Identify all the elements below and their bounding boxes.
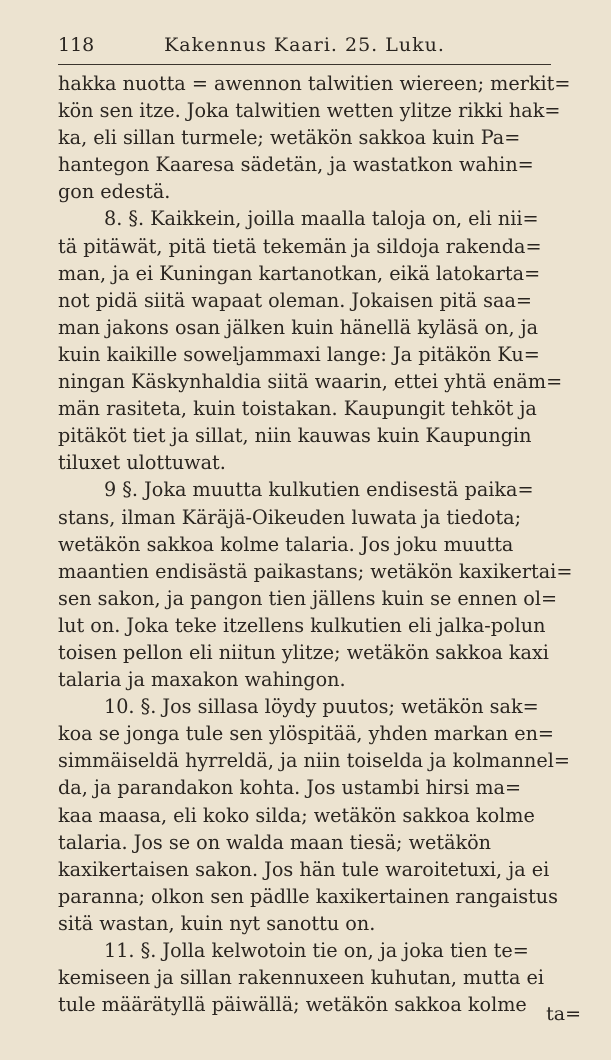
text-line: sitä wastan, kuin nyt sanottu on.	[58, 911, 376, 935]
text-line: paranna; olkon sen pädlle kaxikertainen rangaistus	[58, 884, 558, 908]
text-line: män rasiteta, kuin toistakan. Kaupungit tehköt ja	[58, 397, 537, 421]
text-line: not pidä siitä wapaat oleman. Jokaisen pitä saa=	[58, 288, 532, 312]
text-line: simmäiseldä hyrreldä, ja niin toiselda ja kolmannel=	[58, 749, 570, 773]
text-line: da, ja parandakon kohta. Jos ustambi hirsi ma=	[58, 776, 522, 800]
text-line: tä pitäwät, pitä tietä tekemän ja sildoja rakenda=	[58, 234, 542, 258]
page-header	[58, 34, 551, 64]
text-line: kaa maasa, eli koko silda; wetäkön sakkoa kolme	[58, 803, 535, 827]
text-line: talaria. Jos se on walda maan tiesä; wetäkön	[58, 830, 492, 854]
text-line: wetäkön sakkoa kolme talaria. Jos joku muutta	[58, 532, 514, 556]
section-9-start: 9 §. Joka muutta kulkutien endisestä paika=	[104, 478, 534, 502]
text-line: sen sakon, ja pangon tien jällens kuin se ennen ol=	[58, 586, 558, 610]
text-line: hakka nuotta = awennon talwitien wiereen; merkit=	[58, 72, 571, 95]
text-line: tule määrätyllä päiwällä; wetäkön sakkoa kolme	[58, 993, 527, 1017]
text-line: man jakons osan jälken kuin hänellä kyläsä on, ja	[58, 315, 539, 339]
text-line: pitäköt tiet ja sillat, niin kauwas kuin Kaupungin	[58, 424, 532, 448]
text-line: ningan Käskynhaldia siitä waarin, ettei yhtä enäm=	[58, 370, 563, 394]
text-line: hantegon Kaaresa sädetän, ja wastatkon wahin=	[58, 153, 534, 177]
text-line: gon edestä.	[58, 180, 171, 204]
catchword: ta=	[546, 1003, 581, 1025]
text-line: kön sen itze. Joka talwitien wetten ylitze rikki hak=	[58, 99, 561, 123]
text-line: toisen pellon eli niitun ylitze; wetäkön sakkoa kaxi	[58, 640, 549, 664]
text-line: stans, ilman Käräjä-Oikeuden luwata ja tiedota;	[58, 505, 522, 529]
text-line: ka, eli sillan turmele; wetäkön sakkoa kuin Pa=	[58, 126, 521, 150]
page-number: 118	[58, 34, 95, 56]
text-line: talaria ja maxakon wahingon.	[58, 668, 346, 692]
text-line: lut on. Joka teke itzellens kulkutien eli jalka-polun	[58, 613, 546, 637]
running-head: Kakennus Kaari. 25. Luku.	[164, 34, 445, 56]
body-text	[58, 70, 587, 1018]
text-line: maantien endisästä paikastans; wetäkön kaxikertai=	[58, 559, 573, 583]
text-line: kemiseen ja sillan rakennuxeen kuhutan, mutta ei	[58, 966, 545, 990]
text-line: koa se jonga tule sen ylöspitää, yhden markan en=	[58, 722, 555, 746]
header-rule	[58, 64, 551, 65]
section-8-start: 8. §. Kaikkein, joilla maalla taloja on, eli nii=	[104, 207, 539, 231]
text-line: tiluxet ulottuwat.	[58, 451, 226, 475]
section-10-start: 10. §. Jos sillasa löydy puutos; wetäkön sak=	[104, 695, 539, 719]
text-line: kuin kaikille soweljammaxi lange: Ja pitäkön Ku=	[58, 342, 540, 366]
text-line: man, ja ei Kuningan kartanotkan, eikä latokarta=	[58, 261, 541, 285]
text-line: kaxikertaisen sakon. Jos hän tule waroitetuxi, ja ei	[58, 857, 550, 881]
section-11-start: 11. §. Jolla kelwotoin tie on, ja joka tien te=	[104, 939, 529, 962]
